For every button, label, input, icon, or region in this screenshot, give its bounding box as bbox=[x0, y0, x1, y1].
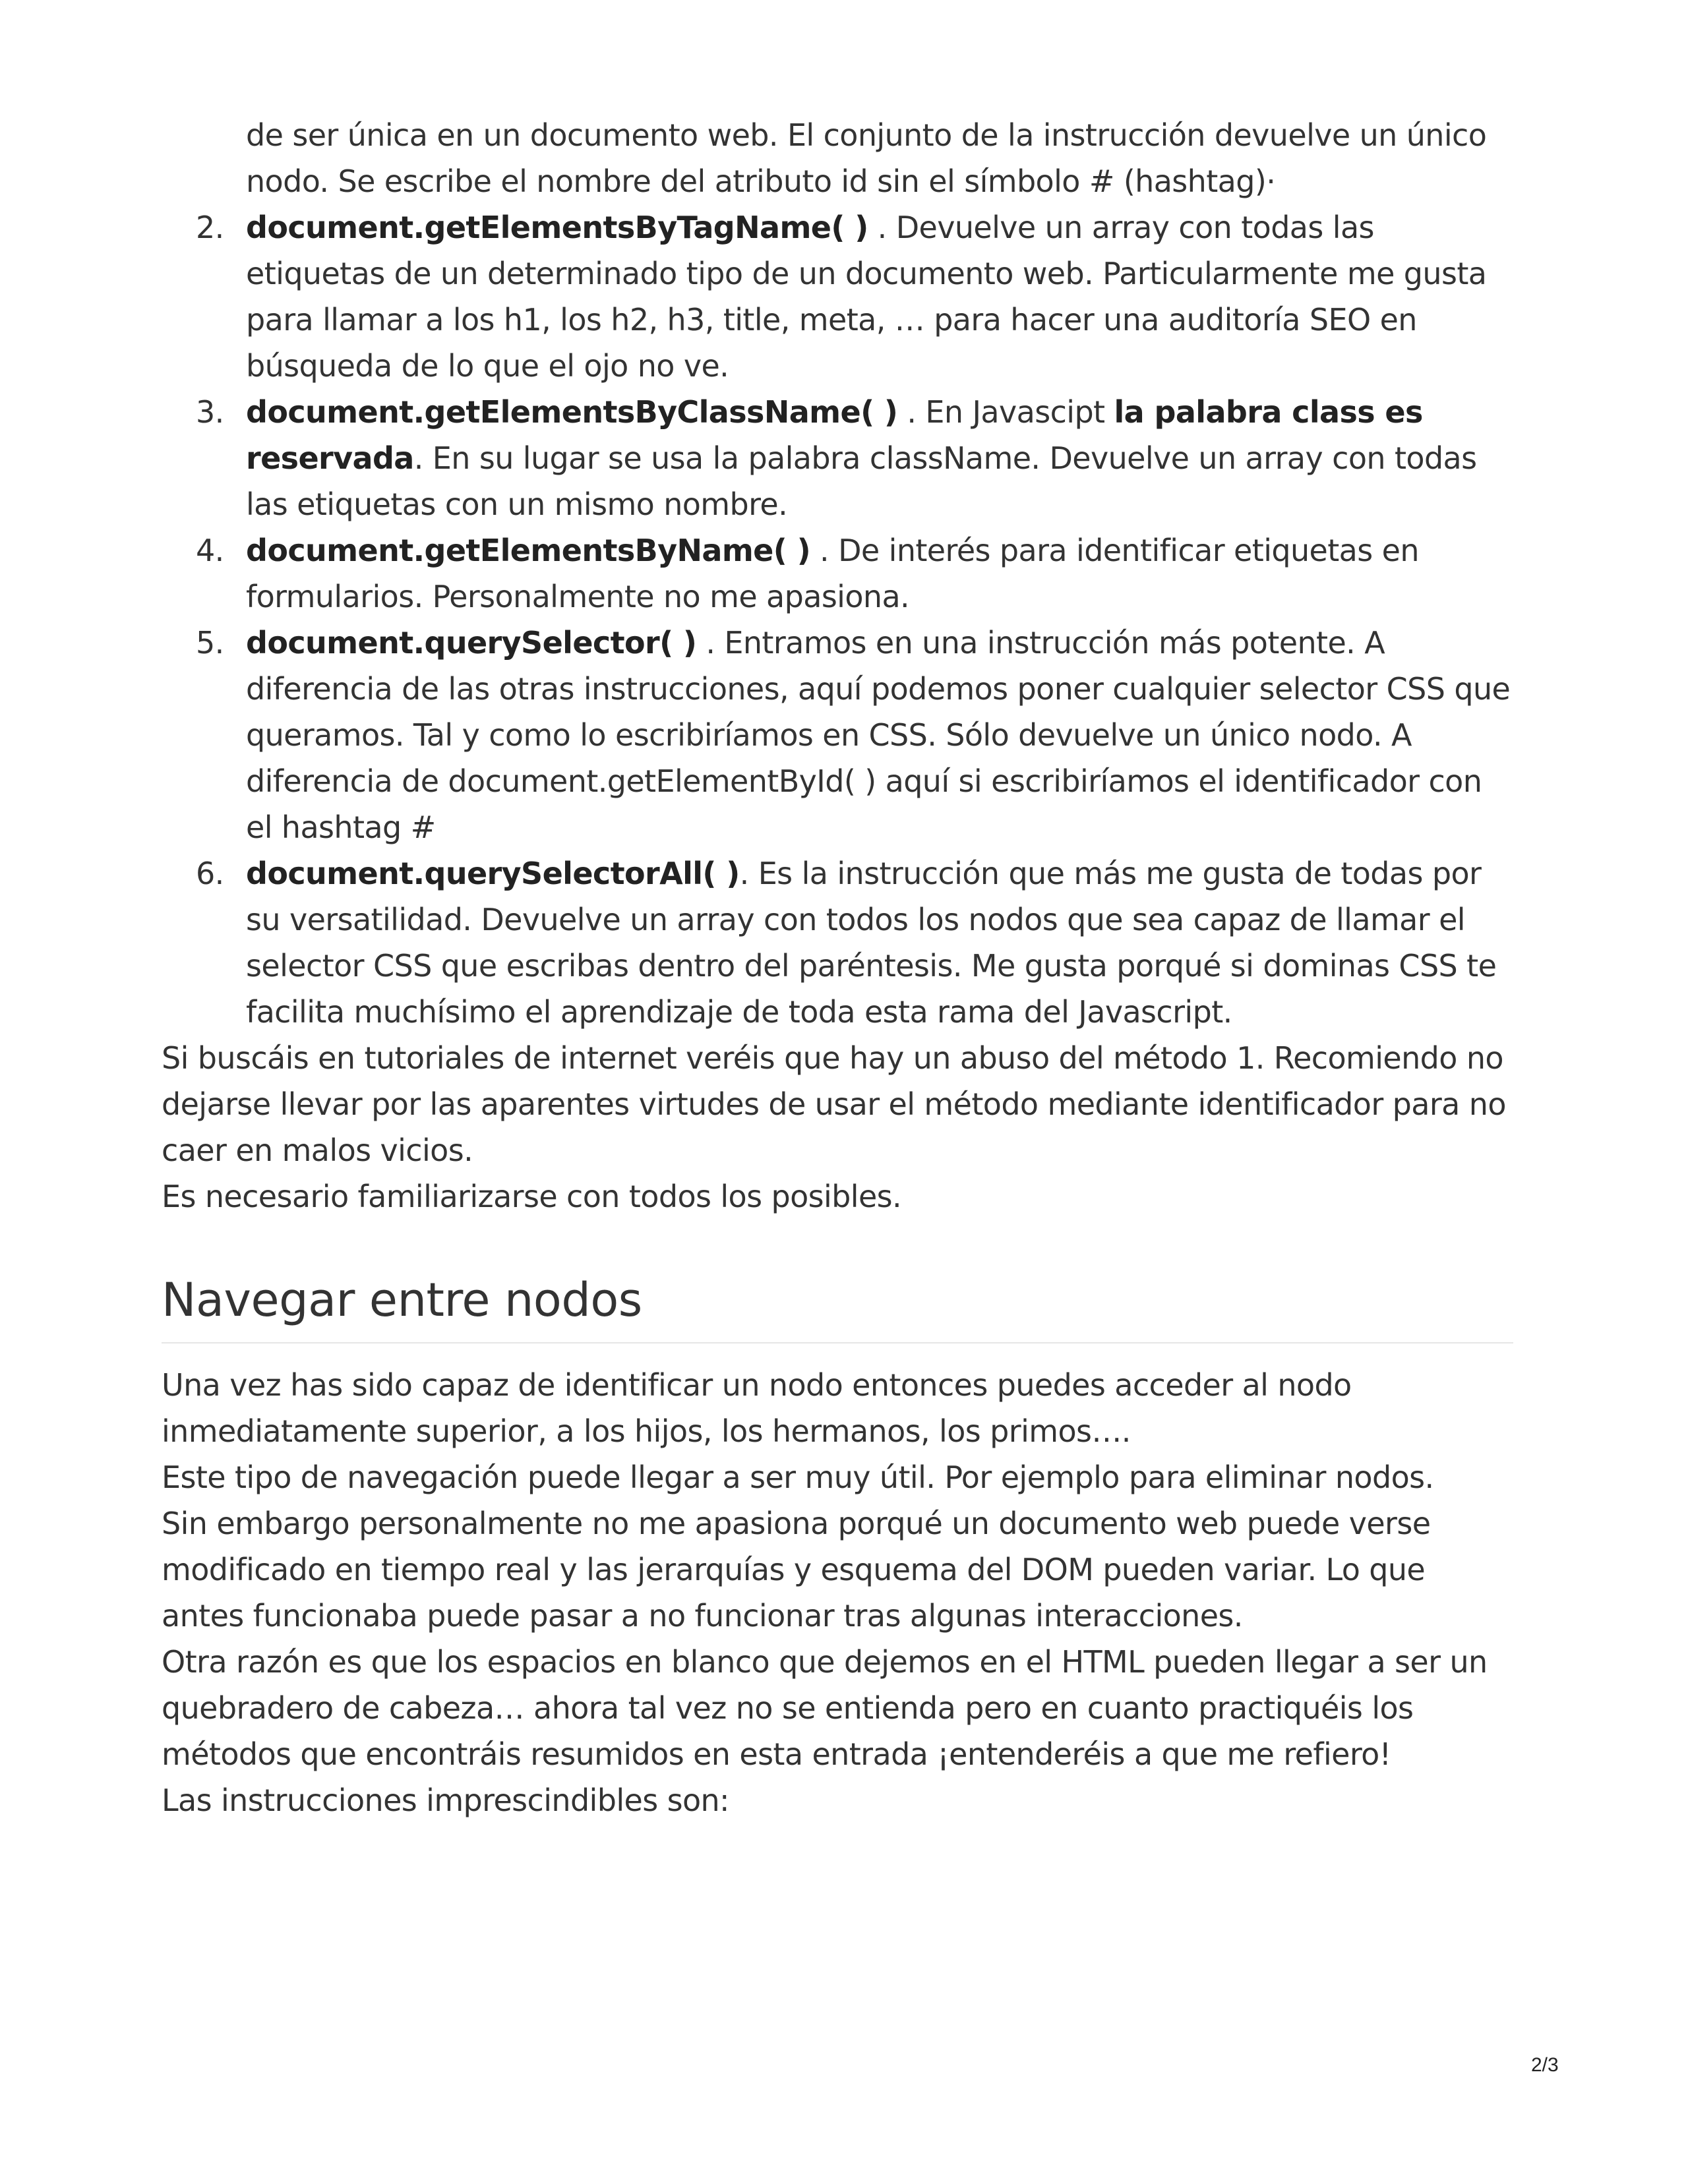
page-number: 2/3 bbox=[1531, 2054, 1559, 2076]
list-number: 3. bbox=[196, 394, 224, 430]
method-emphasis: la palabra class es reservada bbox=[246, 394, 1423, 476]
method-name: document.querySelector( ) bbox=[246, 625, 697, 661]
paragraph: Sin embargo personalmente no me apasiona porqué un documento web puede verse modificado en tiempo real y las jerarquías y esquema del DOM pueden variar. Lo que antes funcionaba puede pasar a no funcionar tras algunas interacciones. bbox=[162, 1506, 1431, 1634]
method-name: document.getElementsByTagName( ) bbox=[246, 210, 868, 245]
list-number: 4. bbox=[196, 533, 224, 568]
method-description: . En Javascipt bbox=[897, 394, 1114, 430]
continuation-line-2: nodo. Se escribe el nombre del atributo id sin el símbolo # (hashtag)· bbox=[246, 163, 1276, 199]
list-number: 5. bbox=[196, 625, 224, 661]
method-description: . De interés para identificar etiquetas en formularios. Personalmente no me apasiona. bbox=[246, 533, 1419, 614]
method-description: . Devuelve un array con todas las etiquetas de un determinado tipo de un documento web. Particularmente me gusta para llamar a los h1, los h2, h3, title, meta, … para hacer una auditoría SEO en búsqueda de lo que el ojo no ve. bbox=[246, 210, 1487, 384]
methods-list bbox=[162, 204, 1513, 1035]
list-item bbox=[162, 527, 1513, 620]
method-description-rest: . En su lugar se usa la palabra className. Devuelve un array con todas las etiquetas con un mismo nombre. bbox=[246, 440, 1477, 522]
heading-divider bbox=[162, 1342, 1513, 1343]
paragraph: Es necesario familiarizarse con todos los posibles. bbox=[162, 1179, 902, 1214]
list-item bbox=[162, 620, 1513, 850]
article-content bbox=[162, 112, 1513, 1823]
paragraph: Si buscáis en tutoriales de internet veréis que hay un abuso del método 1. Recomiendo no dejarse llevar por las aparentes virtudes de usar el método mediante identificador para no caer en malos vicios. bbox=[162, 1040, 1506, 1168]
paragraph: Las instrucciones imprescindibles son: bbox=[162, 1783, 729, 1818]
list-item bbox=[162, 850, 1513, 1035]
paragraph: Una vez has sido capaz de identificar un nodo entonces puedes acceder al nodo inmediatamente superior, a los hijos, los hermanos, los primos…. bbox=[162, 1367, 1352, 1449]
paragraph: Este tipo de navegación puede llegar a ser muy útil. Por ejemplo para eliminar nodos. bbox=[162, 1460, 1434, 1495]
list-number: 6. bbox=[196, 856, 224, 891]
continuation-line-1: de ser única en un documento web. El conjunto de la instrucción devuelve un único bbox=[246, 117, 1487, 153]
method-name: document.getElementsByName( ) bbox=[246, 533, 811, 568]
method-description: . Es la instrucción que más me gusta de todas por su versatilidad. Devuelve un array con todos los nodos que sea capaz de llamar el selector CSS que escribas dentro del paréntesis. Me gusta porqué si dominas CSS te facilita muchísimo el aprendizaje de toda esta rama del Javascript. bbox=[246, 856, 1497, 1030]
list-item bbox=[162, 389, 1513, 527]
method-name: document.querySelectorAll( ) bbox=[246, 856, 740, 891]
list-item-continuation bbox=[162, 112, 1513, 204]
paragraph: Otra razón es que los espacios en blanco que dejemos en el HTML pueden llegar a ser un quebradero de cabeza… ahora tal vez no se entienda pero en cuanto practiquéis los métodos que encontráis resumidos en esta entrada ¡entenderéis a que me refiero! bbox=[162, 1644, 1488, 1772]
method-name: document.getElementsByClassName( ) bbox=[246, 394, 898, 430]
list-item bbox=[162, 204, 1513, 389]
method-description: . Entramos en una instrucción más potente. A diferencia de las otras instrucciones, aquí podemos poner cualquier selector CSS que queramos. Tal y como lo escribiríamos en CSS. Sólo devuelve un único nodo. A diferencia de document.getElementById( ) aquí si escribiríamos el identificador con el hashtag # bbox=[246, 625, 1511, 845]
section-heading: Navegar entre nodos bbox=[162, 1273, 642, 1327]
list-number: 2. bbox=[196, 210, 224, 245]
